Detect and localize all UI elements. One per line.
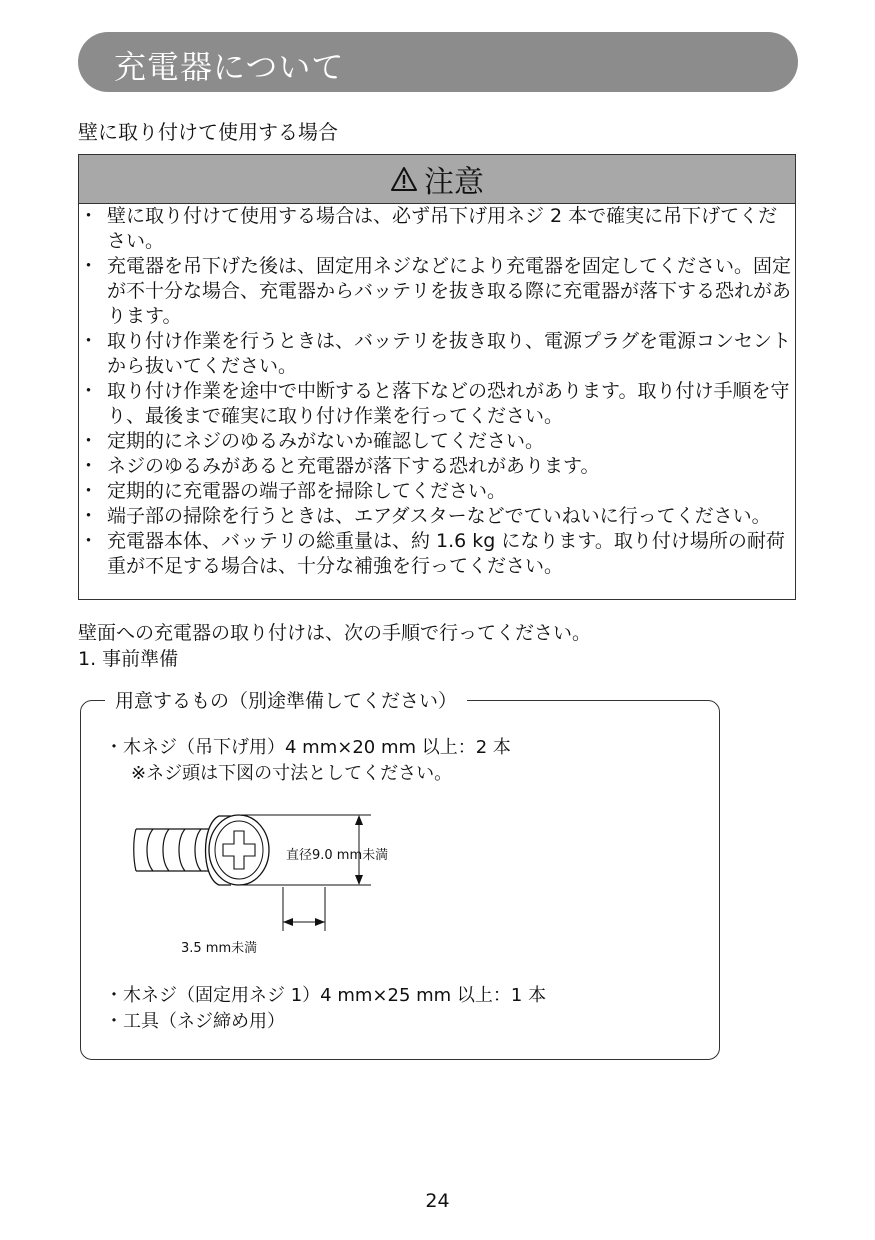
warning-icon xyxy=(390,166,418,192)
caution-list xyxy=(79,204,795,579)
caution-title: 注意 xyxy=(424,165,484,200)
screw-diagram-icon xyxy=(131,809,391,944)
caution-item: ・ 充電器本体、バッテリの総重量は、約 1.6 kg になります。取り付け場所の耐荷重が不足する場合は、十分な補強を行ってください。 xyxy=(79,529,795,579)
caution-item: ・ 取り付け作業を途中で中断すると落下などの恐れがあります。取り付け手順を守り、最後まで確実に取り付け作業を行ってください。 xyxy=(79,379,795,429)
caution-item: ・ ネジのゆるみがあると充電器が落下する恐れがあります。 xyxy=(79,454,795,479)
prep-box xyxy=(80,690,720,1060)
prep-legend: 用意するもの（別途準備してください） xyxy=(105,686,467,713)
caution-box xyxy=(78,154,796,600)
length-label: 3.5 mm未満 xyxy=(181,941,258,956)
intro-text: 壁面への充電器の取り付けは、次の手順で行ってください。 xyxy=(78,622,592,644)
prep-item-fixing-screw: ・木ネジ（固定用ネジ 1）4 mm×25 mm 以上：1 本 xyxy=(105,985,547,1006)
prep-item-note: ※ネジ頭は下図の寸法としてください。 xyxy=(131,763,453,784)
caution-item: ・ 定期的に充電器の端子部を掃除してください。 xyxy=(79,479,795,504)
step-heading: 1. 事前準備 xyxy=(78,648,179,670)
caution-header xyxy=(79,155,795,204)
prep-item-hanging-screw: ・木ネジ（吊下げ用）4 mm×20 mm 以上：2 本 xyxy=(105,737,511,758)
prep-item-tool: ・工具（ネジ締め用） xyxy=(105,1011,285,1032)
page-number: 24 xyxy=(425,1190,450,1212)
caution-item: ・ 端子部の掃除を行うときは、エアダスターなどでていねいに行ってください。 xyxy=(79,504,795,529)
caution-item: ・ 定期的にネジのゆるみがないか確認してください。 xyxy=(79,429,795,454)
page-title: 充電器について xyxy=(114,48,345,86)
caution-item: ・ 取り付け作業を行うときは、バッテリを抜き取り、電源プラグを電源コンセントから抜いてください。 xyxy=(79,329,795,379)
caution-item: ・ 充電器を吊下げた後は、固定用ネジなどにより充電器を固定してください。固定が不十分な場合、充電器からバッテリを抜き取る際に充電器が落下する恐れがあります。 xyxy=(79,254,795,329)
section-title: 壁に取り付けて使用する場合 xyxy=(78,120,338,144)
caution-item: ・ 壁に取り付けて使用する場合は、必ず吊下げ用ネジ 2 本で確実に吊下げてください。 xyxy=(79,204,795,254)
header-bar xyxy=(78,32,798,92)
diameter-label: 直径9.0 mm未満 xyxy=(286,848,389,863)
